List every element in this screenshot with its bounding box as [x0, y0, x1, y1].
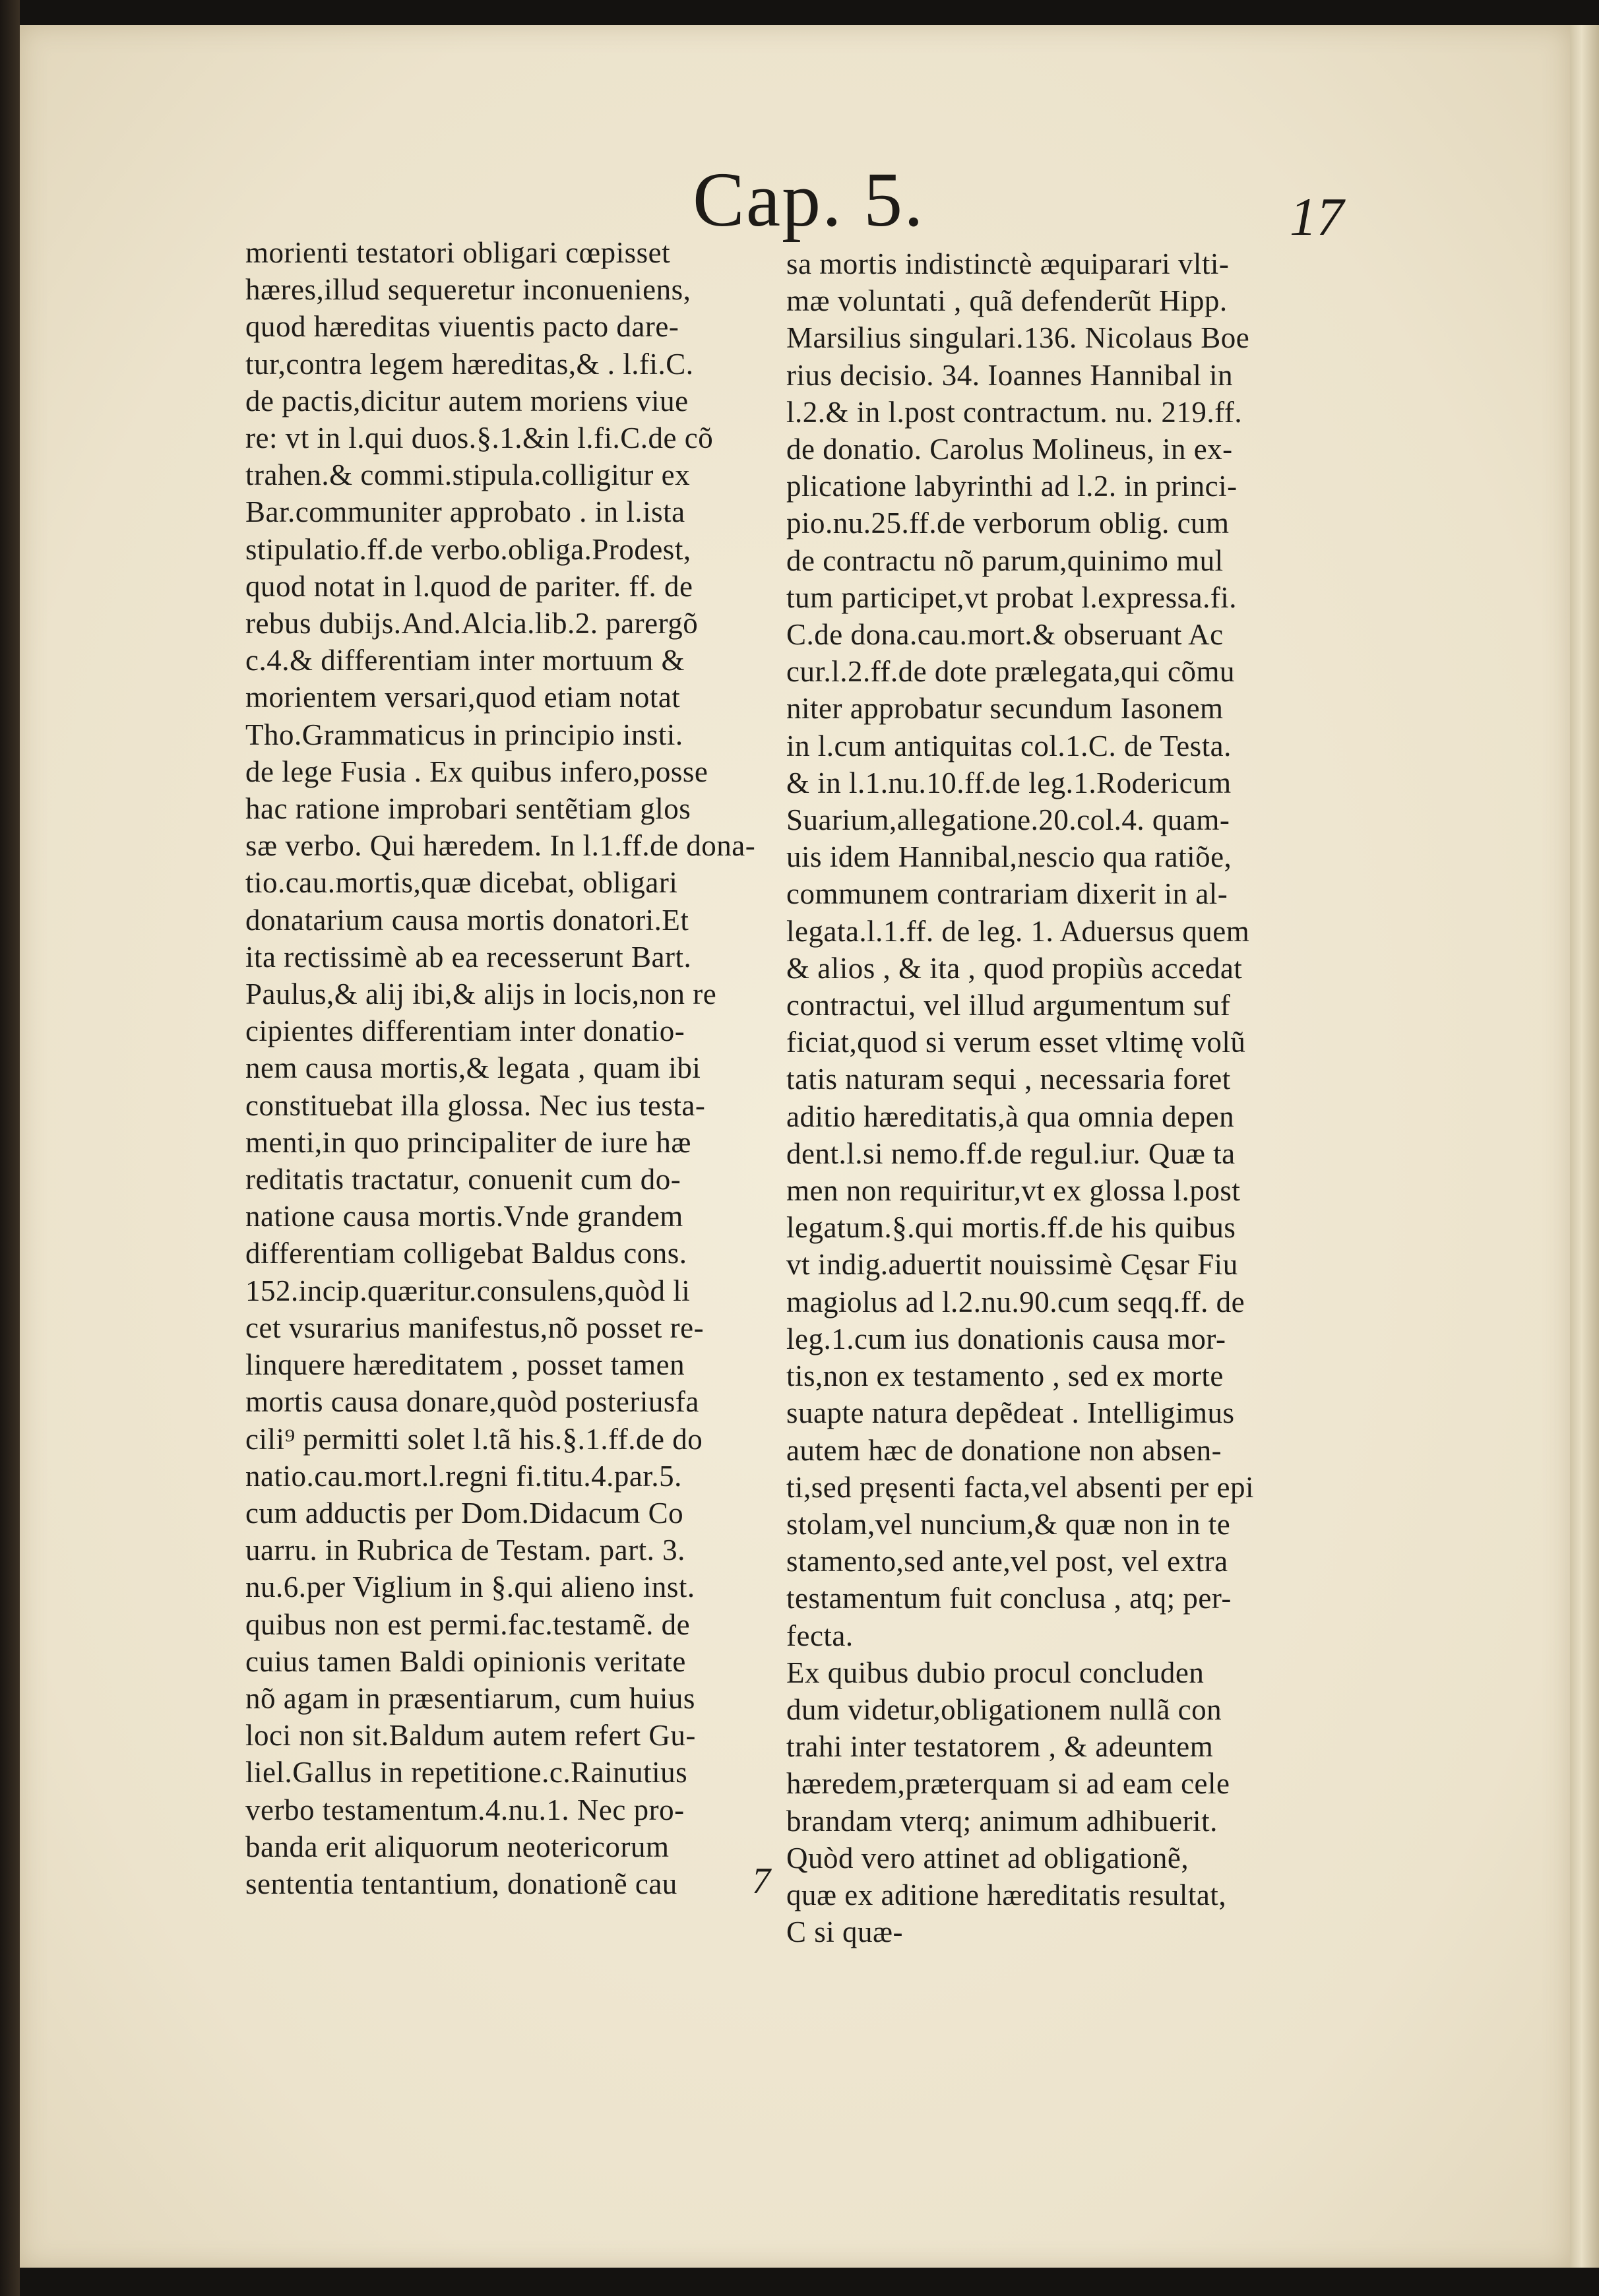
text-line: quod notat in l.quod de pariter. ff. de: [245, 569, 693, 603]
text-line: pio.nu.25.ff.de verborum oblig. cum: [786, 507, 1230, 540]
text-line: fecta.: [786, 1619, 854, 1652]
text-line: cuius tamen Baldi opinionis veritate: [245, 1644, 686, 1678]
text-line: rebus dubijs.And.Alcia.lib.2. parergõ: [245, 607, 699, 640]
text-line: men non requiritur,vt ex glossa l.post: [786, 1174, 1241, 1208]
text-line: magiolus ad l.2.nu.90.cum seqq.ff. de: [786, 1285, 1245, 1319]
text-line: de contractu nõ parum,quinimo mul: [786, 543, 1224, 577]
text-line: 152.incip.quæritur.consulens,quòd li: [245, 1274, 691, 1307]
text-line: Ex quibus dubio procul concluden: [786, 1656, 1205, 1689]
page-fore-edge: [1570, 25, 1599, 2268]
text-line: donatarium causa mortis donatori.Et: [245, 903, 689, 937]
text-line: plicatione labyrinthi ad l.2. in princi-: [786, 470, 1238, 503]
text-line: C si quæ-: [786, 1915, 904, 1949]
text-line: suapte natura depẽdeat . Intelligimus: [786, 1396, 1235, 1430]
text-line: hac ratione improbari sentẽtiam glos: [245, 792, 691, 826]
text-line: cur.l.2.ff.de dote prælegata,qui cõmu: [786, 655, 1235, 689]
text-line: morientem versari,quod etiam notat: [245, 681, 681, 714]
text-line: & in l.1.nu.10.ff.de leg.1.Rodericum: [786, 766, 1232, 799]
text-line: constituebat illa glossa. Nec ius testa-: [245, 1088, 706, 1122]
text-line: Quòd vero attinet ad obligationẽ,: [786, 1841, 1189, 1875]
text-line: trahi inter testatorem , & adeuntem: [786, 1730, 1214, 1764]
text-line: natione causa mortis.Vnde grandem: [245, 1200, 683, 1233]
text-line: uis idem Hannibal,nescio qua ratiõe,: [786, 840, 1232, 874]
text-line: C.de dona.cau.mort.& obseruant Ac: [786, 618, 1224, 652]
text-line: vt indig.aduertit nouissimè Cęsar Fiu: [786, 1248, 1238, 1282]
text-line: autem hæc de donatione non absen-: [786, 1433, 1222, 1467]
text-line: Suarium,allegatione.20.col.4. quam-: [786, 803, 1230, 837]
book-binding: [0, 0, 20, 2296]
text-line: l.2.& in l.post contractum. nu. 219.ff.: [786, 395, 1243, 429]
text-line: aditio hæreditatis,à qua omnia depen: [786, 1100, 1235, 1133]
text-line: tatis naturam sequi , necessaria foret: [786, 1063, 1231, 1096]
text-line: niter approbatur secundum Iasonem: [786, 692, 1224, 726]
marginal-number: 7: [752, 1861, 770, 1902]
text-line: ti,sed pręsenti facta,vel absenti per epi: [786, 1470, 1254, 1504]
text-line: cum adductis per Dom.Didacum Co: [245, 1496, 684, 1530]
text-line: banda erit aliquorum neotericorum: [245, 1830, 670, 1863]
folio-number: 17: [1290, 187, 1344, 247]
text-line: dent.l.si nemo.ff.de regul.iur. Quæ ta: [786, 1136, 1236, 1170]
text-line: stolam,vel nuncium,& quæ non in te: [786, 1507, 1231, 1541]
left-text-column: [245, 234, 773, 1902]
text-line: Marsilius singulari.136. Nicolaus Boe: [786, 321, 1250, 355]
text-line: loci non sit.Baldum autem refert Gu-: [245, 1719, 696, 1753]
text-line: nu.6.per Viglium in §.qui alieno inst.: [245, 1570, 695, 1604]
text-line: quæ ex aditione hæreditatis resultat,: [786, 1878, 1227, 1911]
text-line: Bar.communiter approbato . in l.ista: [245, 495, 685, 529]
text-line: uarru. in Rubrica de Testam. part. 3.: [245, 1534, 685, 1567]
text-line: linquere hæreditatem , posset tamen: [245, 1348, 685, 1382]
text-line: leg.1.cum ius donationis causa mor-: [786, 1322, 1226, 1355]
text-line: Paulus,& alij ibi,& alijs in locis,non re: [245, 977, 717, 1011]
text-line: tur,contra legem hæreditas,& . l.fi.C.: [245, 347, 694, 381]
text-line: sæ verbo. Qui hæredem. In l.1.ff.de dona-: [245, 829, 756, 863]
text-line: stamento,sed ante,vel post, vel extra: [786, 1545, 1228, 1578]
text-line: reditatis tractatur, conuenit cum do-: [245, 1163, 681, 1196]
text-line: communem contrariam dixerit in al-: [786, 877, 1228, 911]
text-line: mæ voluntati , quã defenderũt Hipp.: [786, 284, 1228, 318]
text-line: rius decisio. 34. Ioannes Hannibal in: [786, 358, 1234, 392]
text-line: de pactis,dicitur autem moriens viue: [245, 384, 689, 418]
text-line: liel.Gallus in repetitione.c.Rainutius: [245, 1756, 688, 1789]
text-line: dum videtur,obligationem nullã con: [786, 1692, 1222, 1726]
right-text-column: [786, 245, 1360, 1950]
text-line: de lege Fusia . Ex quibus infero,posse: [245, 755, 708, 788]
text-line: sa mortis indistinctè æquiparari vlti-: [786, 247, 1230, 280]
text-line: mortis causa donare,quòd posteriusfa: [245, 1385, 699, 1419]
text-line: & alios , & ita , quod propiùs accedat: [786, 951, 1243, 985]
text-line: in l.cum antiquitas col.1.C. de Testa.: [786, 729, 1232, 762]
text-line: morienti testatori obligari cœpisset: [245, 236, 671, 269]
text-line: brandam vterq; animum adhibuerit.: [786, 1804, 1218, 1838]
text-line: c.4.& differentiam inter mortuum &: [245, 644, 685, 677]
text-line: ita rectissimè ab ea recesserunt Bart.: [245, 940, 692, 974]
text-line: cipientes differentiam inter donatio-: [245, 1014, 685, 1048]
text-line: legatum.§.qui mortis.ff.de his quibus: [786, 1211, 1236, 1245]
text-line: hæredem,præterquam si ad eam cele: [786, 1767, 1230, 1801]
text-line: tio.cau.mortis,quæ dicebat, obligari: [245, 866, 678, 900]
text-line: testamentum fuit conclusa , atq; per-: [786, 1582, 1232, 1615]
text-line: Tho.Grammaticus in principio insti.: [245, 718, 683, 751]
text-line: sententia tentantium, donationẽ cau: [245, 1867, 677, 1900]
text-line: contractui, vel illud argumentum suf: [786, 989, 1231, 1022]
text-line: de donatio. Carolus Molineus, in ex-: [786, 433, 1233, 466]
text-line: differentiam colligebat Baldus cons.: [245, 1237, 687, 1270]
text-line: menti,in quo principaliter de iure hæ: [245, 1125, 691, 1159]
text-line: trahen.& commi.stipula.colligitur ex: [245, 458, 691, 492]
text-line: tum participet,vt probat l.expressa.fi.: [786, 580, 1238, 614]
text-line: cet vsurarius manifestus,nõ posset re-: [245, 1311, 705, 1344]
text-line: re: vt in l.qui duos.§.1.&in l.fi.C.de cõ: [245, 421, 714, 455]
text-line: natio.cau.mort.l.regni fi.titu.4.par.5.: [245, 1459, 682, 1493]
text-line: cili⁹ permitti solet l.tã his.§.1.ff.de do: [245, 1422, 703, 1456]
text-line: legata.l.1.ff. de leg. 1. Aduersus quem: [786, 914, 1250, 948]
text-line: hæres,illud sequeretur inconueniens,: [245, 273, 691, 307]
text-line: tis,non ex testamento , sed ex morte: [786, 1359, 1224, 1393]
text-line: stipulatio.ff.de verbo.obliga.Prodest,: [245, 532, 691, 566]
text-line: quod hæreditas viuentis pacto dare-: [245, 310, 679, 344]
text-line: verbo testamentum.4.nu.1. Nec pro-: [245, 1793, 685, 1826]
text-line: quibus non est permi.fac.testamẽ. de: [245, 1607, 691, 1641]
running-head: Cap. 5.: [693, 156, 925, 243]
text-line: ficiat,quod si verum esset vltimę volũ: [786, 1026, 1246, 1059]
text-line: nem causa mortis,& legata , quam ibi: [245, 1051, 701, 1085]
text-line: nõ agam in præsentiarum, cum huius: [245, 1681, 695, 1715]
